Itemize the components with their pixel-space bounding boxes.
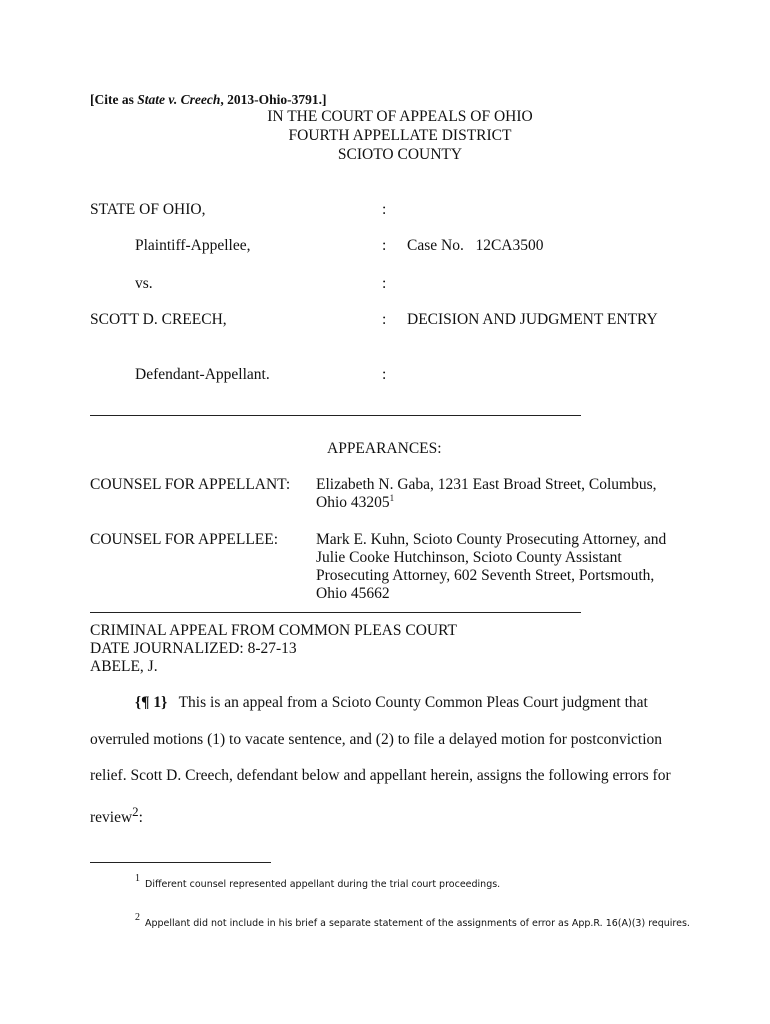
court-header-line1: IN THE COURT OF APPEALS OF OHIO — [267, 108, 533, 125]
proceeding-type: CRIMINAL APPEAL FROM COMMON PLEAS COURT — [90, 622, 457, 639]
court-header-line3: SCIOTO COUNTY — [337, 146, 463, 163]
footnote-divider — [90, 862, 271, 863]
caption-versus: vs. — [135, 275, 153, 292]
divider — [90, 415, 581, 416]
entry-title: DECISION AND JUDGMENT ENTRY — [407, 311, 658, 328]
footnote-ref[interactable]: 2 — [132, 804, 139, 819]
appellant-counsel-label: COUNSEL FOR APPELLANT: — [90, 476, 291, 493]
paragraph-marker: {¶ 1} — [135, 694, 168, 711]
opinion-line: {¶ 1} This is an appeal from a Scioto County Common Pleas Court judgment that — [135, 694, 648, 711]
date-journalized: DATE JOURNALIZED: 8-27-13 — [90, 640, 297, 657]
appearances-heading: APPEARANCES: — [327, 440, 442, 457]
opinion-line: review$^2$: — [90, 804, 143, 827]
opinion-line: relief. Scott D. Creech, defendant below and appellant herein, assigns the following errors for — [90, 767, 671, 784]
footnote-ref[interactable]: 1 — [389, 492, 395, 503]
appellee-counsel-line: Prosecuting Attorney, 602 Seventh Street, Portsmouth, — [316, 567, 655, 584]
case-number: Case No. 12CA3500 — [407, 237, 544, 254]
appellant-counsel-line: Elizabeth N. Gaba, 1231 East Broad Street, Columbus, — [316, 476, 657, 493]
caption-plaintiff: STATE OF OHIO, — [90, 201, 206, 218]
judge-name: ABELE, J. — [90, 658, 158, 675]
opinion-line: overruled motions (1) to vacate sentence, and (2) to file a delayed motion for postconviction — [90, 731, 663, 748]
appellee-counsel-line: Julie Cooke Hutchinson, Scioto County Assistant — [316, 549, 622, 566]
footnote: $^2$Appellant did not include in his brief a separate statement of the assignments of error as App.R. 16(A)(3) requires. — [135, 911, 690, 929]
caption-plaintiff-role: Plaintiff-Appellee, — [135, 237, 251, 254]
citation-case-name: State v. Creech — [137, 92, 221, 107]
caption-defendant-role: Defendant-Appellant. — [135, 366, 270, 383]
caption-defendant: SCOTT D. CREECH, — [90, 311, 227, 328]
appellee-counsel-label: COUNSEL FOR APPELLEE: — [90, 531, 279, 548]
appellant-counsel-line: Ohio 43205$^1$ — [316, 492, 395, 511]
court-header-line2: FOURTH APPELLATE DISTRICT — [288, 127, 512, 144]
appellee-counsel-line: Ohio 45662 — [316, 585, 390, 602]
caption-separator: : — [382, 275, 387, 292]
caption-separator: : — [382, 237, 387, 254]
citation: [Cite as State v. Creech, 2013-Ohio-3791.] — [90, 92, 327, 107]
caption-separator: : — [382, 366, 387, 383]
caption-separator: : — [382, 311, 387, 328]
divider — [90, 612, 581, 613]
footnote: $^1$Different counsel represented appellant during the trial court proceedings. — [135, 872, 501, 890]
appellee-counsel-line: Mark E. Kuhn, Scioto County Prosecuting Attorney, and — [316, 531, 667, 548]
caption-separator: : — [382, 201, 387, 218]
